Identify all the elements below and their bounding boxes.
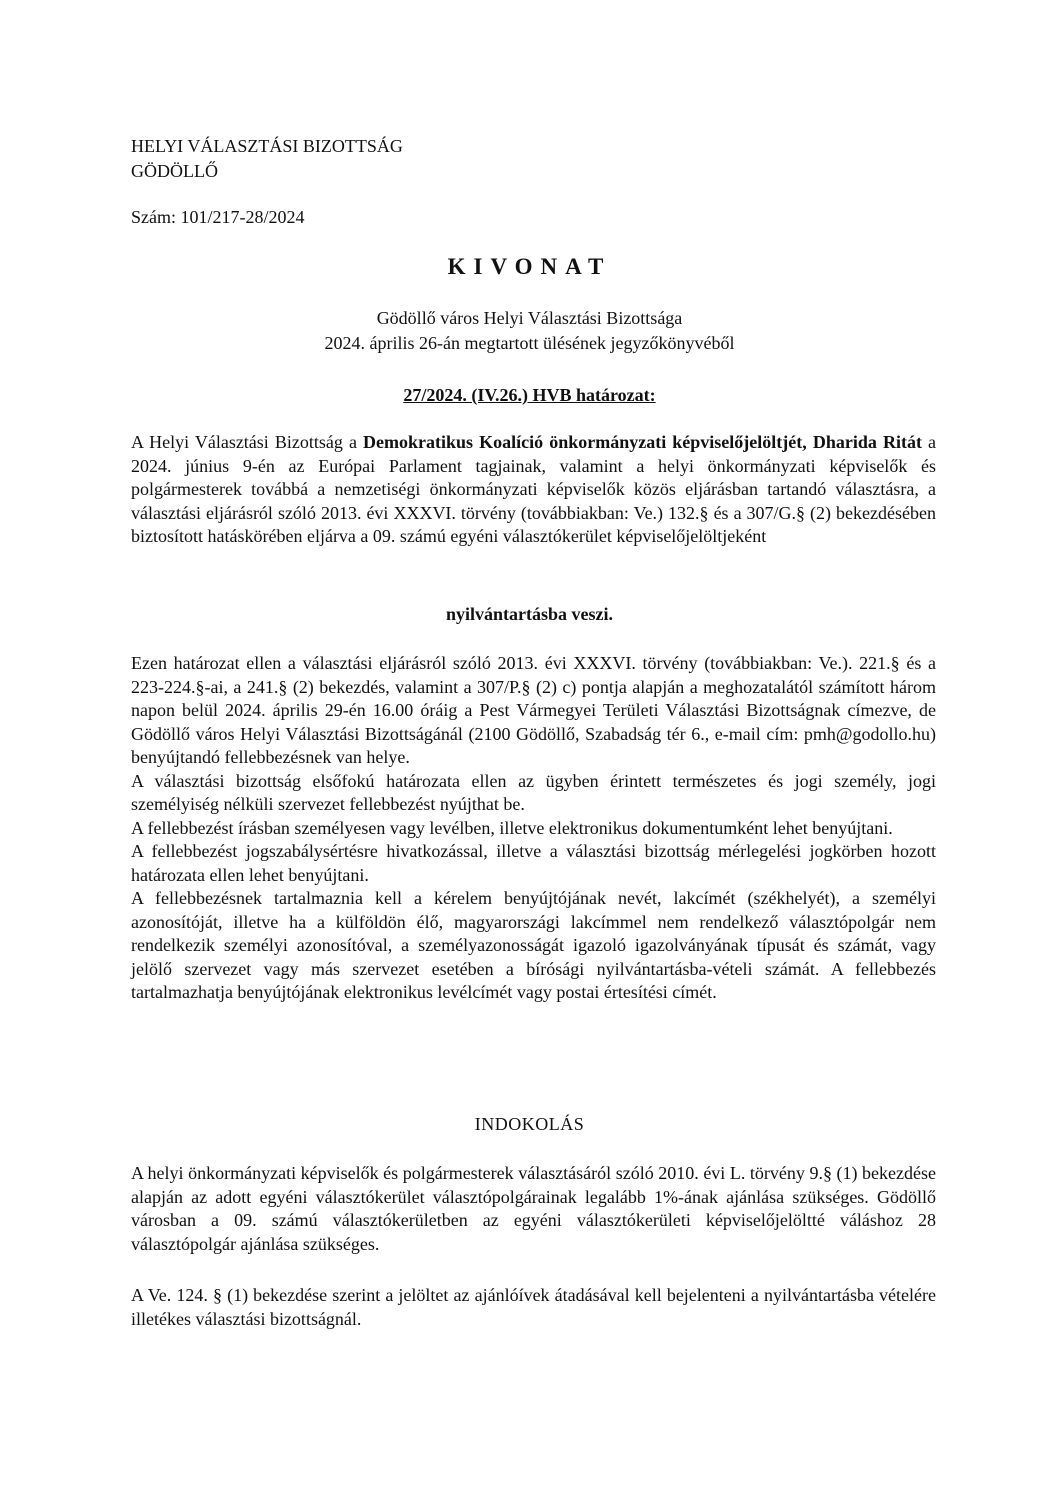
decision-identifier: 27/2024. (IV.26.) HVB határozat: xyxy=(403,385,656,405)
issuer-city: GÖDÖLLŐ xyxy=(131,161,218,181)
appeal-paragraph: A fellebbezést jogszabálysértésre hivatkozással, illetve a választási bizottság mérlegelési jogkörben hozott határozata ellen lehet benyújtani. xyxy=(131,841,936,885)
issuer-name: HELYI VÁLASZTÁSI BIZOTTSÁG xyxy=(131,136,403,156)
paragraph-rest: a 2024. június 9-én az Európai Parlament tagjainak, valamint a helyi önkormányzati képviselők és polgármesterek továbbá a nemzetiségi önkormányzati képviselők közös eljárásban tartandó választásra, a választási eljárásról szóló 2013. évi XXXVI. törvény (továbbiakban: Ve.) 132.§ és a 307/G.§ (2) bekezdésében biztosított hatáskörében eljárva a 09. számú egyéni választókerület képviselőjelöltjeként xyxy=(131,432,937,546)
paragraph-prefix: A Helyi Választási Bizottság a xyxy=(131,432,364,452)
appeal-paragraph: A választási bizottság elsőfokú határozata ellen az ügyben érintett természetes és jogi személy, jogi személyiség nélküli szervezet fellebbezést nyújthat be. xyxy=(131,770,936,814)
reasoning-heading: INDOKOLÁS xyxy=(474,1114,585,1134)
decision-paragraph xyxy=(131,431,936,549)
subtitle-line-2: 2024. április 26-án megtartott ülésének jegyzőkönyvéből xyxy=(324,333,735,353)
reasoning-paragraph xyxy=(131,1162,936,1256)
decision-text: nyilvántartásba veszi. xyxy=(445,604,613,624)
reasoning-text: A helyi önkormányzati képviselők és polgármesterek választásáról szóló 2010. évi L. törvény 9.§ (1) bekezdése alapján az adott egyéni választókerület választópolgárainak legalább 1%-ának ajánlása szükséges. Gödöllő városban a 09. számú választókerületben az egyéni választókerületi képviselőjelöltté váláshoz 28 választópolgár ajánlása szükséges. xyxy=(131,1163,936,1254)
organization-name: Demokratikus Koalíció önkormányzati képviselőjelöltjét, xyxy=(363,432,807,452)
subtitle-line-1: Gödöllő város Helyi Választási Bizottsága xyxy=(376,308,683,328)
appeal-section xyxy=(131,652,936,1005)
document-number: Szám: 101/217-28/2024 xyxy=(131,207,305,227)
appeal-paragraph: A fellebbezést írásban személyesen vagy levélben, illetve elektronikus dokumentumként lehet benyújtani. xyxy=(131,817,893,838)
document-title: KIVONAT xyxy=(447,254,612,279)
candidate-name: Dharida Ritát xyxy=(812,432,922,452)
reasoning-text: A Ve. 124. § (1) bekezdése szerint a jelöltet az ajánlóívek átadásával kell bejelenteni a nyilvántartásba vételére illetékes választási bizottságnál. xyxy=(131,1285,936,1329)
appeal-paragraph: A fellebbezésnek tartalmaznia kell a kérelem benyújtójának nevét, lakcímét (székhelyét), a személyi azonosítóját, illetve ha a külföldön élő, magyarországi lakcímmel nem rendelkező választópolgár nem rendelkezik személyi azonosítóval, a személyazonosságát igazoló igazolványának típusát és számát, vagy jelölő szervezet vagy más szervezet esetében a bírósági nyilvántartásba-vételi számát. A fellebbezés tartalmazhatja benyújtójának elektronikus levélcímét vagy postai értesítési címét. xyxy=(131,888,936,1002)
reasoning-paragraph xyxy=(131,1284,936,1331)
document-subtitle xyxy=(0,306,1059,356)
issuer-header xyxy=(131,134,403,184)
appeal-paragraph: Ezen határozat ellen a választási eljárásról szóló 2013. évi XXXVI. törvény (továbbiakban: Ve.). 221.§ és a 223-224.§-ai, a 241.§ (2) bekezdés, valamint a 307/P.§ (2) c) pontja alapján a meghozatalától számított három napon belül 2024. április 29-én 16.00 óráig a Pest Vármegyei Területi Választási Bizottságnak címezve, de Gödöllő város Helyi Választási Bizottságánál (2100 Gödöllő, Szabadság tér 6., e-mail cím: pmh@godollo.hu) benyújtandó fellebbezésnek van helye. xyxy=(131,653,936,767)
